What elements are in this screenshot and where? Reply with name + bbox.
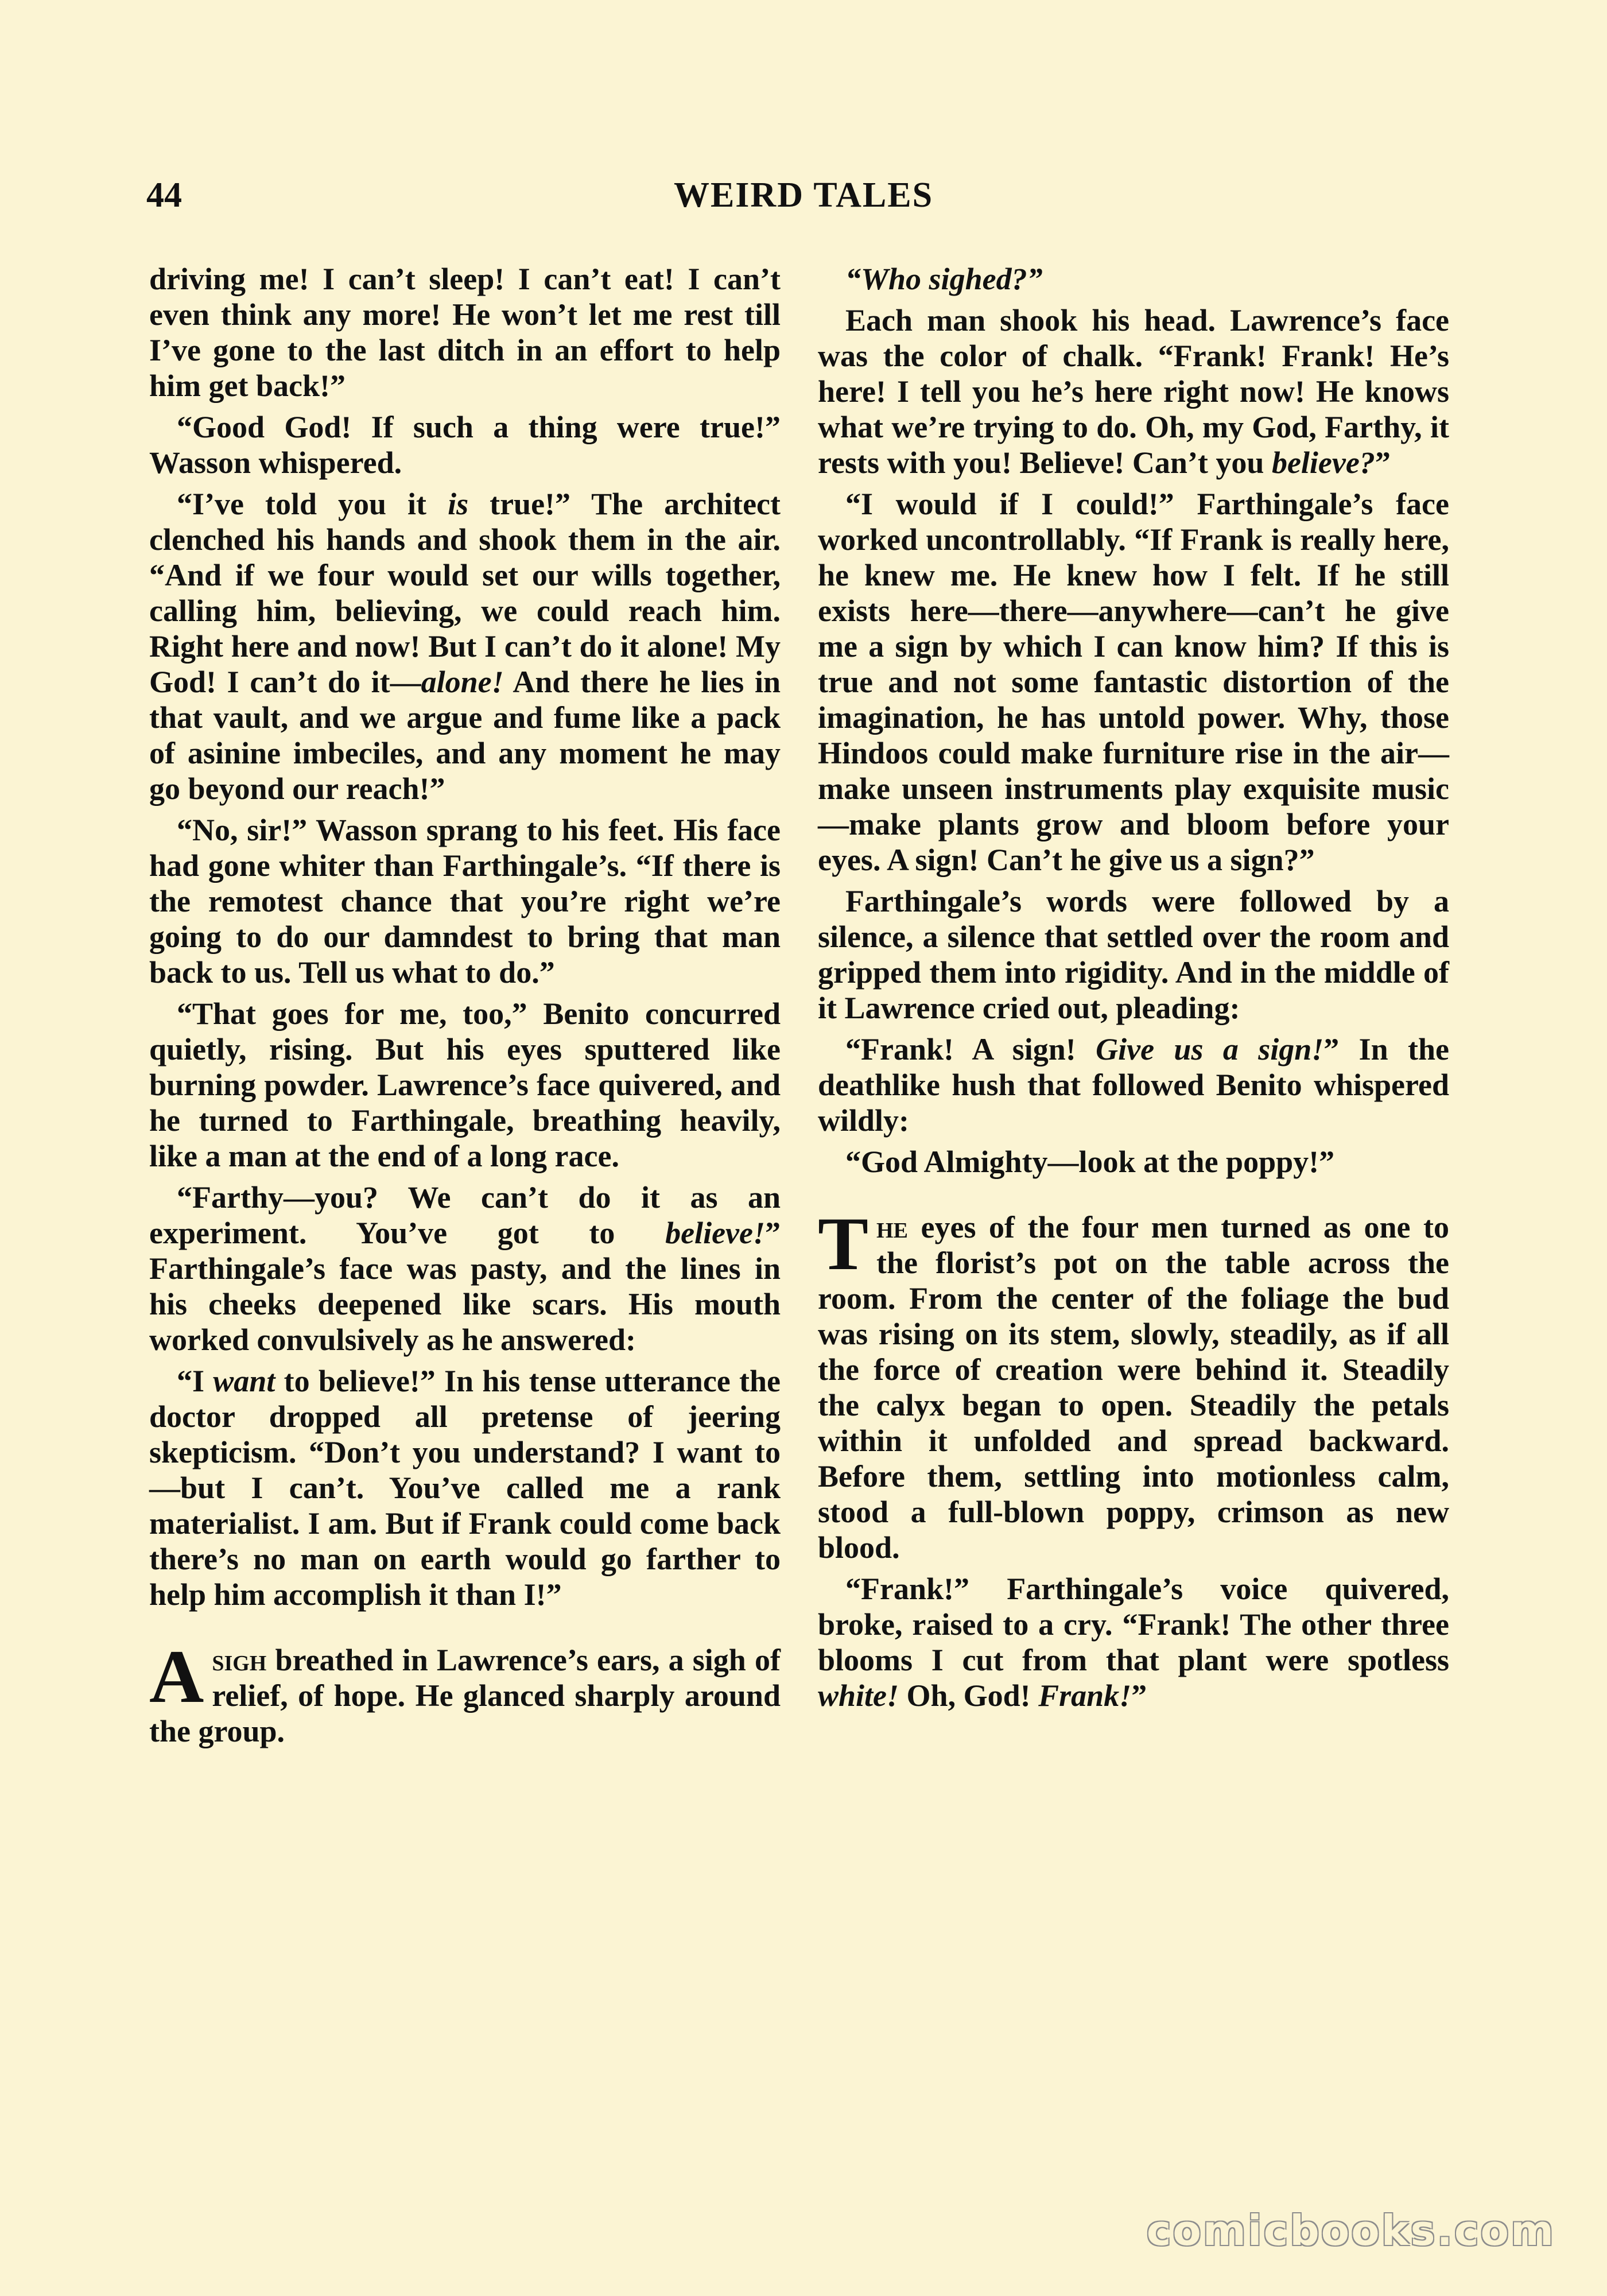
- emphasis: “Who sighed?”: [845, 262, 1043, 296]
- paragraph: “Frank! A sign! Give us a sign!” In the deathlike hush that followed Benito whispered wildly:: [818, 1032, 1450, 1138]
- paragraph: “Frank!” Farthingale’s voice quivered, broke, raised to a cry. “Frank! The other three blooms I cut from that plant were spotless white! Oh, God! Frank!”: [818, 1572, 1449, 1713]
- paragraph: Farthingale’s words were followed by a silence, a silence that settled over the room and gripped them into rigidity. And in the middle of it Lawrence cried out, pleading:: [818, 884, 1449, 1025]
- page-number: 44: [146, 176, 182, 215]
- page-header: [146, 175, 1461, 227]
- left-column: [149, 261, 781, 1755]
- section-opening-paragraph: The eyes of the four men turned as one to the florist’s pot on the table across the room. From the center of the foliage the bud was rising on its stem, slowly, steadily, as if all the force of creation were behind it. Steadily the calyx began to open. Steadily the petals within it unfolded and spread backward. Before them, settling into motionless calm, stood a full-blown poppy, crimson as new blood.: [818, 1201, 1449, 1565]
- running-head: WEIRD TALES: [673, 176, 934, 215]
- paragraph: driving me! I can’t sleep! I can’t eat! I can’t even think any more! He won’t let me rest till I’ve gone to the last ditch in an effort to help him get back!”: [149, 262, 781, 403]
- paragraph: “I’ve told you it is true!” The architect clenched his hands and shook them in the air. “And if we four would set our wills together, calling him, believing, we could reach him. Right here and now! But I can’t do it alone! My God! I can’t do it—alone! And there he lies in that vault, and we argue and fume like a pack of asinine imbeciles, and any moment he may go beyond our reach!”: [149, 487, 781, 806]
- paragraph: “That goes for me, too,” Benito concurred quietly, rising. But his eyes sputtered like burning powder. Lawrence’s face quivered, and he turned to Farthingale, breathing heavily, like a man at the end of a long race.: [149, 996, 781, 1173]
- paragraph: “I want to believe!” In his tense utterance the doctor dropped all pretense of jeering skepticism. “Don’t you understand? I want to—but I can’t. You’ve called me a rank materialist. I am. But if Frank could come back there’s no man on earth would go farther to help him accomplish it than I!”: [149, 1364, 781, 1612]
- emphasis: want: [213, 1364, 275, 1398]
- emphasis: alone!: [421, 665, 504, 699]
- emphasis: is: [448, 487, 469, 521]
- paragraph: “No, sir!” Wasson sprang to his feet. His face had gone whiter than Farthingale’s. “If there is the remotest chance that you’re right we’re going to do our damndest to bring that man back to us. Tell us what to do.”: [149, 813, 781, 990]
- drop-cap: A: [149, 1634, 204, 1719]
- drop-cap: T: [818, 1201, 869, 1286]
- paragraph: “I would if I could!” Farthingale’s face worked uncontrollably. “If Frank is really here, he knew me. He knew how I felt. If he still exists here—there—anywhere—can’t he give me a sign by which I can know him? If this is true and not some fantastic distortion of the imagination, he has untold power. Why, those Hindoos could make furniture rise in the air—make unseen instruments play exquisite music—make plants grow and bloom before your eyes. A sign! Can’t he give us a sign?”: [818, 487, 1449, 877]
- right-column: [818, 261, 1449, 1719]
- emphasis: white!: [818, 1678, 899, 1713]
- paragraph: Each man shook his head. Lawrence’s face was the color of chalk. “Frank! Frank! He’s here! I tell you he’s here right now! He knows what we’re trying to do. Oh, my God, Farthy, it rests with you! Believe! Can’t you believe?”: [818, 303, 1449, 480]
- paragraph: “Good God! If such a thing were true!” Wasson whispered.: [149, 410, 781, 480]
- watermark: comicbooks.com: [1146, 2206, 1555, 2255]
- section-opening-paragraph: A sigh breathed in Lawrence’s ears, a sigh of relief, of hope. He glanced sharply around the group.: [149, 1634, 781, 1748]
- paragraph: [818, 261, 1449, 297]
- emphasis: believe?: [1271, 445, 1375, 480]
- emphasis: believe!: [665, 1216, 765, 1250]
- paragraph: “Farthy—you? We can’t do it as an experiment. You’ve got to believe!” Farthingale’s face was pasty, and the lines in his cheeks deepened like scars. His mouth worked convulsively as he answered:: [149, 1180, 781, 1357]
- emphasis: Give us a sign!: [1096, 1032, 1324, 1066]
- paragraph: “God Almighty—look at the poppy!”: [845, 1145, 1335, 1179]
- emphasis: Frank!: [1038, 1678, 1132, 1713]
